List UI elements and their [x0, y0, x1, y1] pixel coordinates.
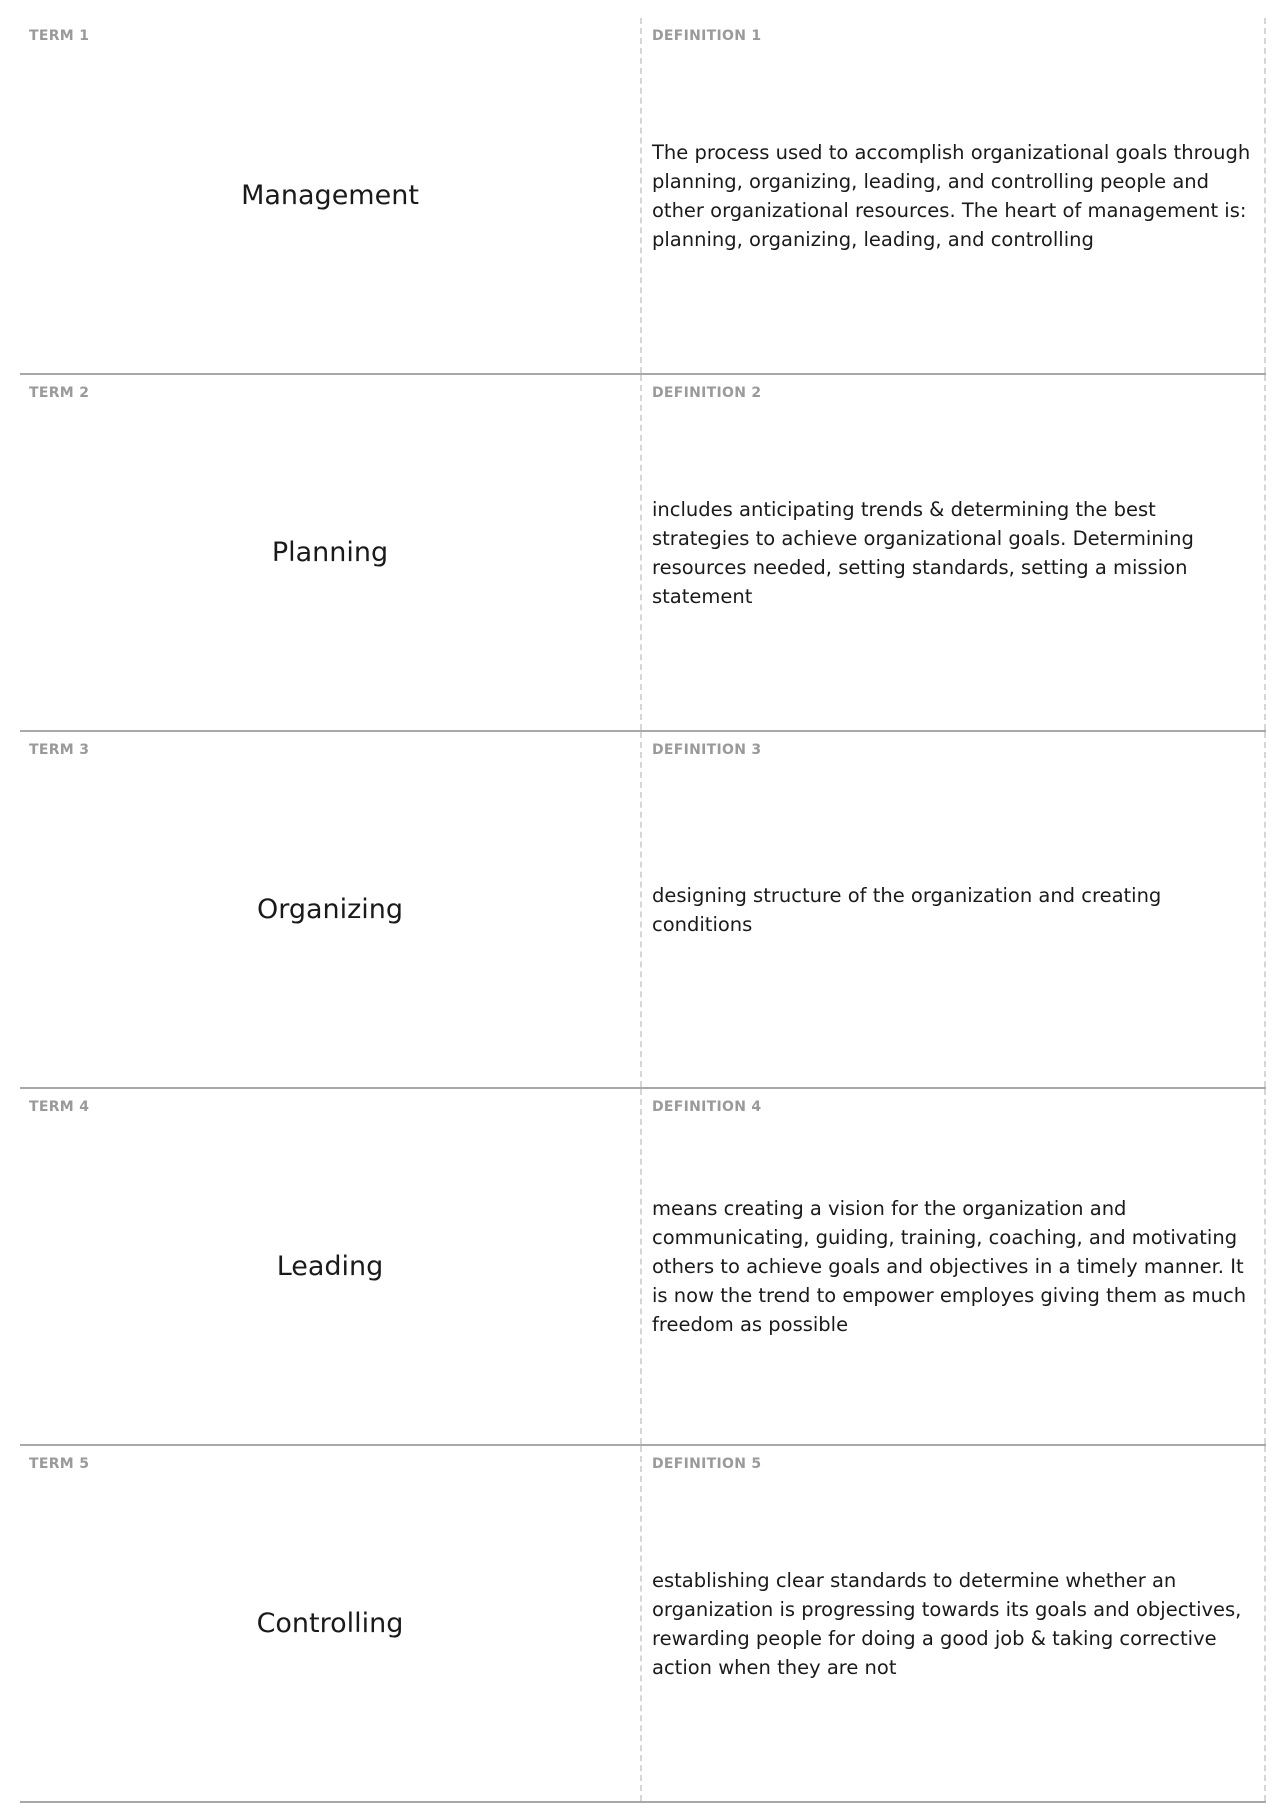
definition-label: DEFINITION 1 — [652, 28, 762, 44]
definition-side — [642, 732, 1266, 1087]
flashcard — [20, 732, 1266, 1089]
definition-text: designing structure of the organization and creating conditions — [652, 883, 1162, 936]
term-side — [20, 18, 642, 373]
definition-text: The process used to accomplish organizational goals through planning, organizing, leading, and controlling people and other organizational resources. The heart of management is: planning, organizing, leading, and controlling — [652, 140, 1251, 251]
term-side — [20, 1446, 642, 1801]
flashcard-sheet — [20, 18, 1266, 1803]
flashcard — [20, 18, 1266, 375]
term-side — [20, 732, 642, 1087]
term-text: Leading — [276, 1251, 384, 1282]
definition-side — [642, 375, 1266, 730]
definition-label: DEFINITION 4 — [652, 1099, 762, 1115]
definition-label: DEFINITION 5 — [652, 1456, 762, 1472]
term-side — [20, 1089, 642, 1444]
definition-text: means creating a vision for the organization and communicating, guiding, training, coaching, and motivating others to achieve goals and objectives in a timely manner. It is now the trend to empower employes giving them as much freedom as possible — [652, 1197, 1247, 1336]
definition-label: DEFINITION 3 — [652, 742, 762, 758]
term-side — [20, 375, 642, 730]
flashcard — [20, 1089, 1266, 1446]
definition-side — [642, 1446, 1266, 1801]
term-text: Management — [241, 180, 419, 211]
term-text: Organizing — [256, 894, 404, 925]
term-label: TERM 5 — [29, 1456, 90, 1472]
term-text: Controlling — [256, 1608, 404, 1639]
flashcard — [20, 1446, 1266, 1803]
flashcard — [20, 375, 1266, 732]
definition-side — [642, 1089, 1266, 1444]
definition-text: includes anticipating trends & determining the best strategies to achieve organizational goals. Determining resources needed, setting standards, setting a mission statement — [652, 497, 1194, 608]
term-label: TERM 3 — [29, 742, 90, 758]
definition-text: establishing clear standards to determine whether an organization is progressing towards its goals and objectives, rewarding people for doing a good job & taking corrective action when they are not — [652, 1568, 1242, 1679]
term-label: TERM 2 — [29, 385, 90, 401]
definition-label: DEFINITION 2 — [652, 385, 762, 401]
term-label: TERM 1 — [29, 28, 90, 44]
term-label: TERM 4 — [29, 1099, 90, 1115]
term-text: Planning — [271, 537, 389, 568]
definition-side — [642, 18, 1266, 373]
